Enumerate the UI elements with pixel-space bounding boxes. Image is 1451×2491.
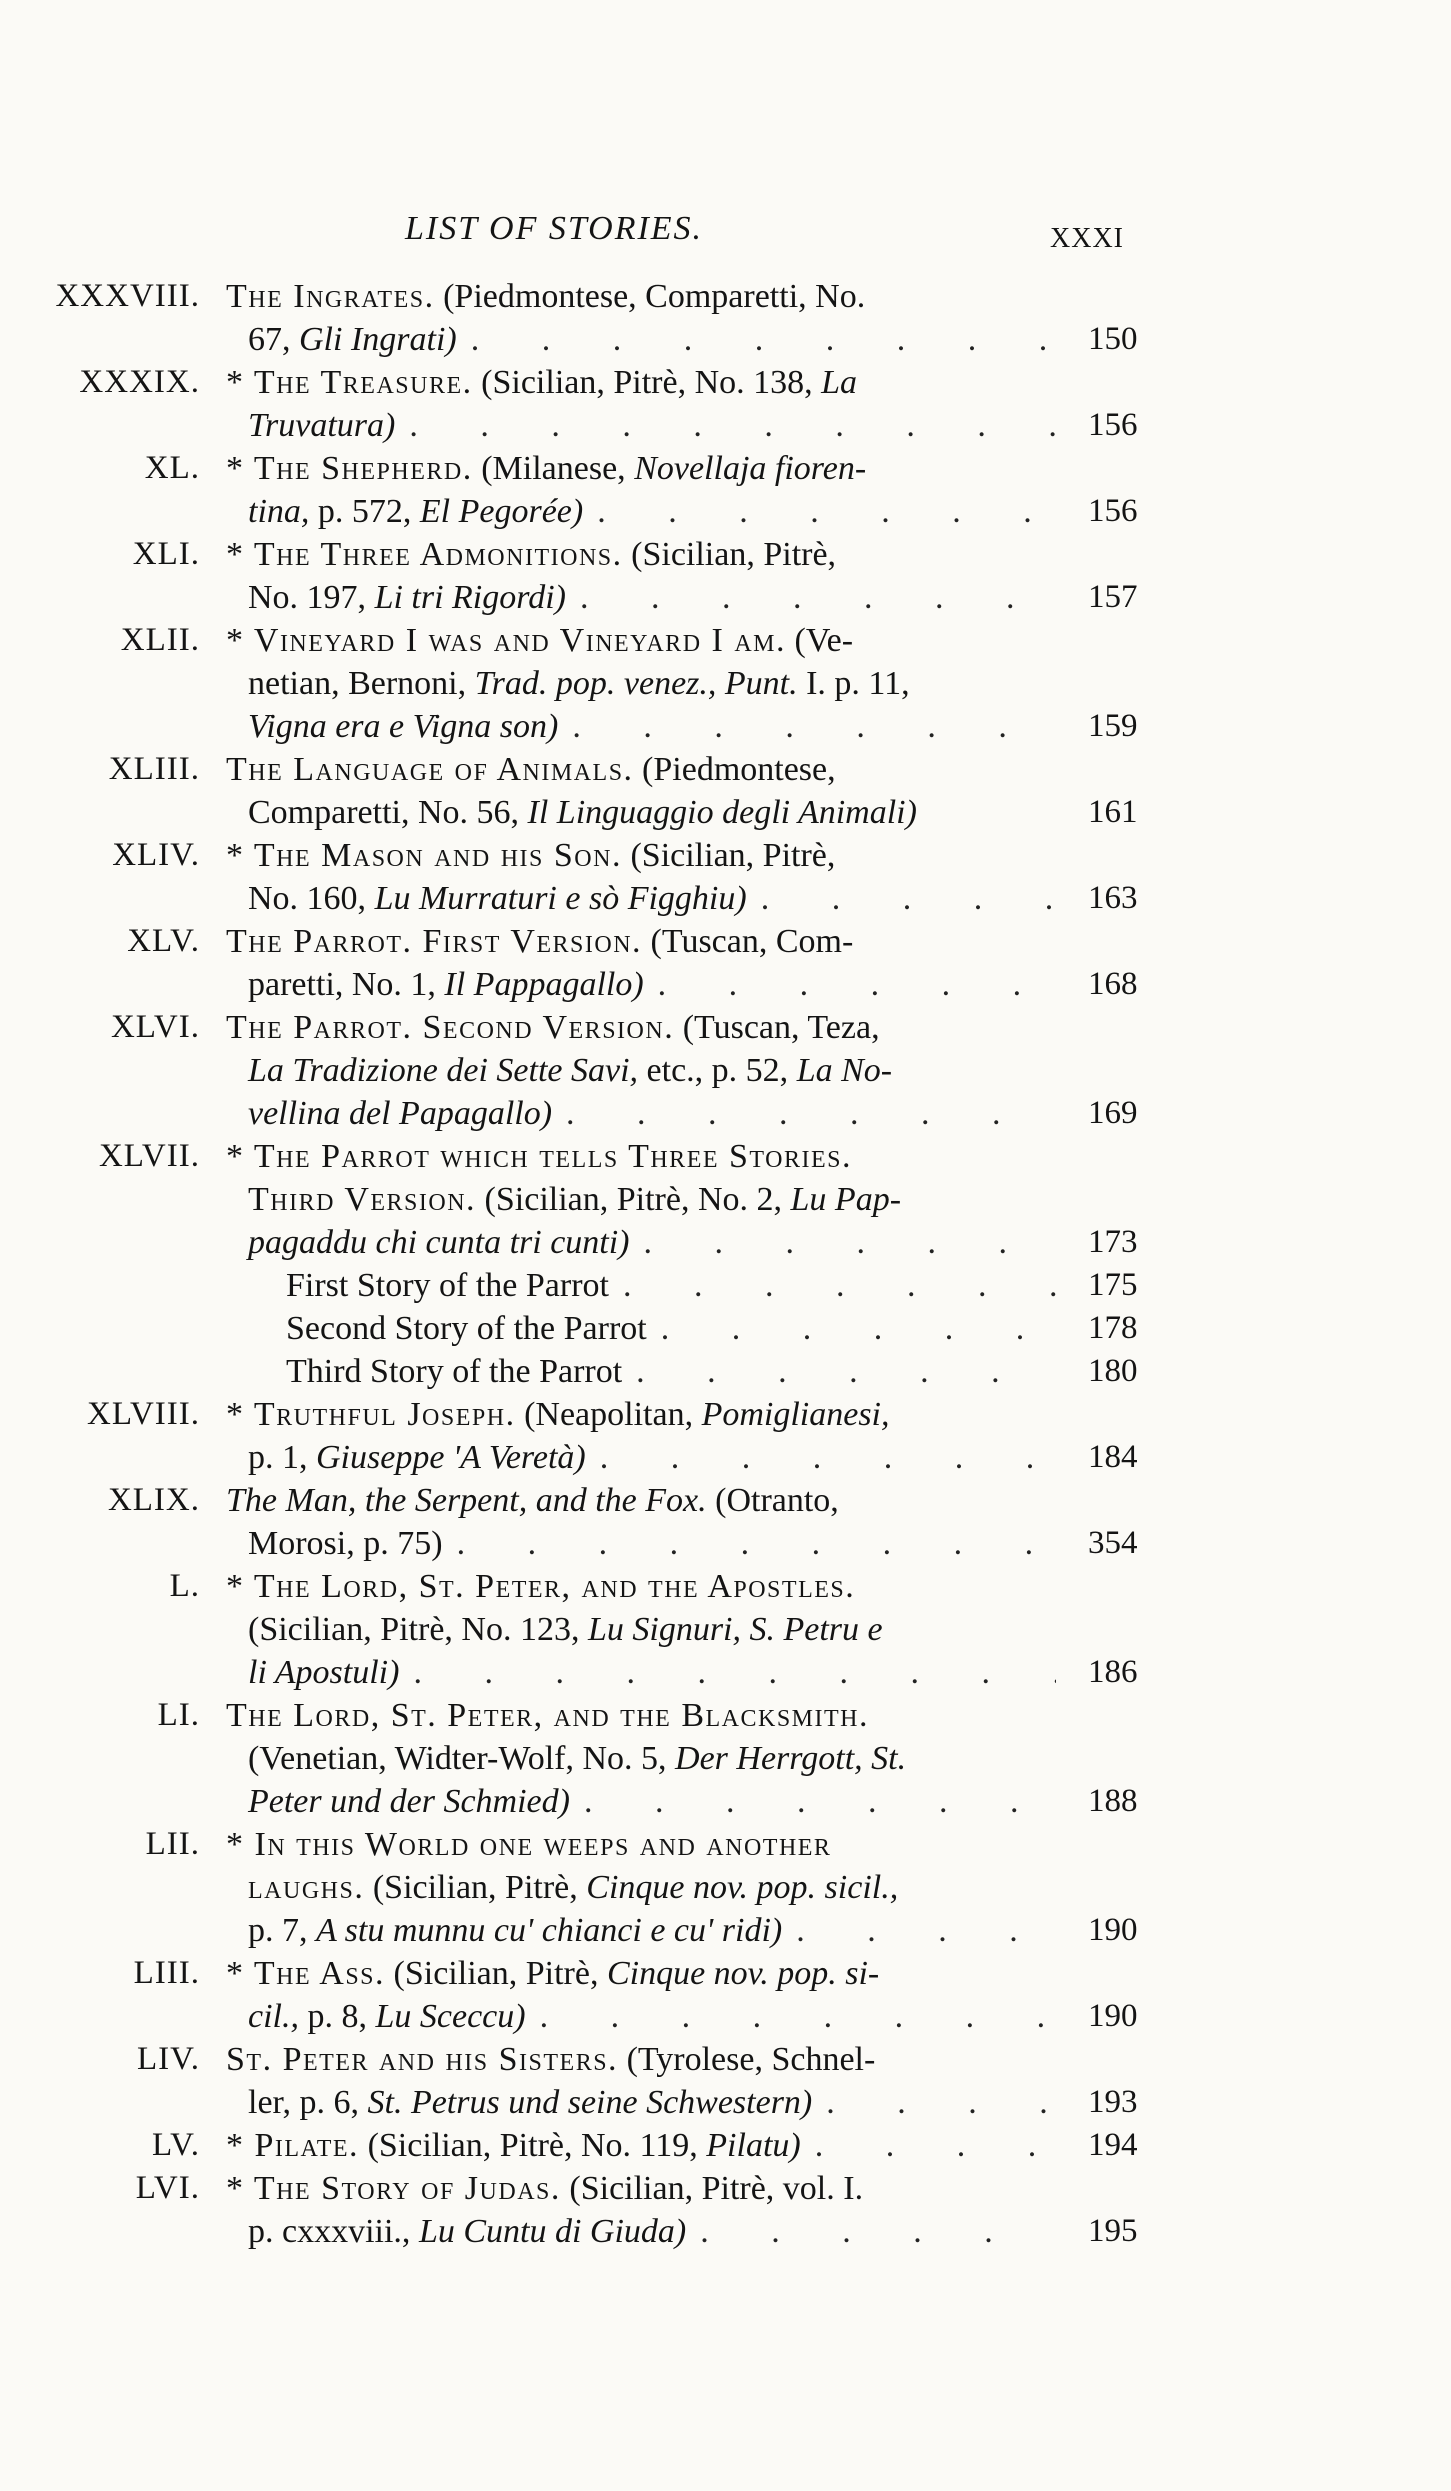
story-source: p. 1, [248,1439,316,1476]
story-original-title: St. Petrus und seine Schwestern) [367,2084,813,2121]
story-entry-text [226,1694,1056,1823]
dot-leader [622,1350,1056,1393]
story-source: (Venetian, Widter-Wolf, No. 5, [248,1740,676,1777]
story-number: XL. [144,450,200,486]
story-version: Third Version. [248,1181,477,1218]
story-original-title: La [821,364,858,401]
dot-leader [443,1522,1056,1565]
page-ref: 178 [1088,1310,1138,1346]
list-item [0,1565,1451,1694]
page-ref: 169 [1088,1095,1138,1131]
story-source: p. 7, [248,1912,316,1949]
story-original-title: pagaddu chi cunta tri cunti) [248,1224,630,1261]
story-original-title: Gli Ingrati) [299,321,457,358]
story-title: The Lord, St. Peter, and the Blacksmith. [226,1697,869,1734]
story-title: St. Peter and his Sisters. [226,2041,619,2078]
story-source: 67, [248,321,299,358]
story-source: No. 197, [248,579,375,616]
story-title: * The Treasure. [226,364,473,401]
story-number: XLVI. [110,1009,200,1045]
story-title: The Parrot. Second Version. [226,1009,675,1046]
story-source: (Sicilian, Pitrè, No. 138, [472,364,822,401]
story-title: * The Three Admonitions. [226,536,623,573]
story-source: paretti, No. 1, [248,966,445,1003]
story-title: * The Lord, St. Peter, and the Apostles. [226,1568,856,1605]
story-title: * The Shepherd. [226,450,473,487]
list-item [0,447,1451,533]
page-ref: 161 [1088,794,1138,830]
story-original-title: li Apostuli) [248,1654,400,1691]
list-item [0,834,1451,920]
story-source: (Sicilian, Pitrè, [622,536,837,573]
story-source-title: Trad. pop. venez., Punt. [474,665,798,702]
story-number: XLVIII. [86,1396,200,1432]
page-ref-group [1088,1221,1148,1393]
list-item [0,1823,1451,1952]
dot-leader [586,1436,1056,1479]
page-ref: 168 [1088,966,1138,1002]
sub-story-label: Second Story of the Parrot [286,1310,647,1347]
story-title: The Parrot. First Version. [226,923,643,960]
list-item [0,533,1451,619]
story-original-title: Lu Sceccu) [375,1998,526,2035]
page-ref: 163 [1088,880,1138,916]
sub-story [226,1264,1056,1307]
dot-leader [558,705,1056,748]
story-entry-text [226,619,1056,748]
page-number: xxxi [1050,211,1124,256]
story-source: I. p. 11, [797,665,910,702]
story-original-title: Truvatura) [248,407,396,444]
story-source-title: Cinque nov. pop. sicil., [586,1869,899,1906]
story-original-title: vellina del Papagallo) [248,1095,553,1132]
page-ref: 195 [1088,2213,1138,2249]
dot-leader [630,1221,1056,1264]
page-ref: 184 [1088,1439,1138,1475]
story-entry-text [226,1952,1056,2038]
dot-leader [801,2124,1056,2167]
page-ref: 173 [1088,1224,1138,1260]
story-source: (Neapolitan, [515,1396,702,1433]
page-ref: 175 [1088,1267,1138,1303]
story-number: LVI. [135,2170,200,2206]
sub-story [226,1350,1056,1393]
story-entry-text [226,834,1056,920]
story-source-title: cil., [248,1998,299,2035]
story-original-title: Il Pappagallo) [444,966,644,1003]
story-number: LI. [157,1697,200,1733]
story-original-title: Pilatu) [706,2127,801,2164]
story-source: p. cxxxviii., [248,2213,419,2250]
story-source-title: Pomiglianesi, [701,1396,890,1433]
story-source: No. 160, [248,880,375,917]
list-item [0,2124,1451,2167]
dot-leader [570,1780,1056,1823]
story-original-title: Lu Pap- [790,1181,902,1218]
dot-leader [609,1264,1056,1307]
list-item [0,1135,1451,1393]
story-title: The Man, the Serpent, and the Fox. [226,1482,707,1519]
story-source: ler, p. 6, [248,2084,368,2121]
list-item [0,1952,1451,2038]
story-number: XLIII. [108,751,200,787]
story-entry-text [226,2124,1056,2167]
story-number: XLI. [132,536,200,572]
dot-leader [526,1995,1056,2038]
story-original-title: Lu Signuri, S. Petru e [587,1611,883,1648]
story-source: (Tuscan, Teza, [674,1009,880,1046]
page-ref: 180 [1088,1353,1138,1389]
story-entry-text [226,447,1056,533]
dot-leader [552,1092,1056,1135]
story-title: * The Parrot which tells Three Stories. [226,1138,852,1175]
story-entry-text [226,1006,1056,1135]
story-title: * The Ass. [226,1955,386,1992]
story-number: LII. [145,1826,200,1862]
dot-leader [566,576,1056,619]
story-source: (Ve- [786,622,854,659]
page-ref: 156 [1088,493,1138,529]
story-source: (Tyrolese, Schnel- [618,2041,876,2078]
story-number: L. [169,1568,200,1604]
story-source: (Otranto, [706,1482,839,1519]
story-number: LV. [152,2127,200,2163]
story-title: The Ingrates. [226,278,435,315]
story-source: Comparetti, No. 56, [248,794,528,831]
story-number: LIV. [137,2041,200,2077]
story-source: (Milanese, [472,450,635,487]
story-original-title: El Pegorée) [419,493,584,530]
page-ref: 150 [1088,321,1138,357]
story-list [0,275,1451,2253]
page-ref: 159 [1088,708,1138,744]
story-number: XLIV. [112,837,200,873]
list-item [0,619,1451,748]
story-title: * The Mason and his Son. [226,837,622,874]
story-source: p. 572, [309,493,420,530]
dot-leader [686,2210,1056,2253]
story-source: (Piedmontese, Comparetti, No. [434,278,866,315]
story-source-title: tina, [248,493,310,530]
story-entry-text [226,361,1056,447]
story-entry-text [226,2038,1056,2124]
dot-leader [647,1307,1056,1350]
story-title: * The Story of Judas. [226,2170,561,2207]
sub-story-label: First Story of the Parrot [286,1267,609,1304]
story-source: netian, Bernoni, [248,665,475,702]
story-original-title: Lu Cuntu di Giuda) [418,2213,687,2250]
page-ref: 194 [1088,2127,1138,2163]
sub-story [226,1307,1056,1350]
story-original-title: Lu Murraturi e sò Figghiu) [374,880,747,917]
page-header [0,210,1451,260]
story-title: * Pilate. [226,2127,360,2164]
sub-story-label: Third Story of the Parrot [286,1353,623,1390]
story-title: * Vineyard I was and Vineyard I am. [226,622,787,659]
dot-leader [399,1651,1056,1694]
dot-leader [395,404,1056,447]
dot-leader [782,1909,1056,1952]
story-source: (Sicilian, Pitrè, vol. I. [560,2170,864,2207]
list-item [0,920,1451,1006]
dot-leader [812,2081,1056,2124]
story-title: * In this World one weeps and another [226,1826,832,1863]
story-original-title: La No- [796,1052,893,1089]
story-source: (Sicilian, Pitrè, [621,837,836,874]
story-source: (Sicilian, Pitrè, [364,1869,587,1906]
story-original-title: Der Herrgott, St. [675,1740,907,1777]
story-entry-text [226,533,1056,619]
story-entry-text [226,1393,1056,1479]
story-number: LIII. [133,1955,200,1991]
story-source-title: Novellaja fioren- [634,450,867,487]
story-original-title: Vigna era e Vigna son) [248,708,559,745]
list-item [0,1479,1451,1565]
story-entry-text [226,1479,1056,1565]
list-item [0,2038,1451,2124]
page-ref: 193 [1088,2084,1138,2120]
story-source: p. 8, [298,1998,376,2035]
running-title: LIST OF STORIES. [405,210,704,247]
story-entry-text [226,1135,1056,1393]
story-source-title: Cinque nov. pop. si- [606,1955,880,1992]
story-number: XLII. [120,622,200,658]
story-original-title: A stu munnu cu' chianci e cu' ridi) [316,1912,783,1949]
dot-leader [644,963,1056,1006]
story-source: Morosi, p. 75) [248,1525,443,1562]
story-title: The Language of Animals. [226,751,634,788]
list-item [0,1006,1451,1135]
story-source: (Sicilian, Pitrè, No. 123, [248,1611,588,1648]
story-source-title: La Tradizione dei Sette Savi, [248,1052,639,1089]
story-entry-text [226,2167,1056,2253]
page-ref: 156 [1088,407,1138,443]
story-source: (Tuscan, Com- [642,923,854,960]
story-title: * Truthful Joseph. [226,1396,516,1433]
page-ref: 186 [1088,1654,1138,1690]
dot-leader [583,490,1056,533]
story-source: (Sicilian, Pitrè, No. 119, [359,2127,707,2164]
dot-leader [747,877,1056,920]
list-item [0,748,1451,834]
story-entry-text [226,275,1056,361]
story-entry-text [226,920,1056,1006]
story-source: etc., p. 52, [638,1052,797,1089]
story-entry-text [226,1565,1056,1694]
story-entry-text [226,1823,1056,1952]
story-number: XLV. [127,923,200,959]
page-ref: 354 [1088,1525,1138,1561]
page-ref: 190 [1088,1912,1138,1948]
list-item [0,361,1451,447]
list-item [0,1694,1451,1823]
story-source: (Sicilian, Pitrè, No. 2, [476,1181,791,1218]
story-number: XLVII. [98,1138,200,1174]
story-number: XXXIX. [79,364,200,400]
story-source: (Piedmontese, [633,751,836,788]
story-original-title: Peter und der Schmied) [248,1783,570,1820]
story-original-title: Il Linguaggio degli Animali) [527,794,917,831]
list-item [0,1393,1451,1479]
story-title: laughs. [248,1869,365,1906]
story-entry-text [226,748,1056,834]
story-original-title: Li tri Rigordi) [374,579,566,616]
page-ref: 190 [1088,1998,1138,2034]
list-item [0,275,1451,361]
dot-leader [457,318,1056,361]
story-number: XLIX. [107,1482,200,1518]
page-ref: 157 [1088,579,1138,615]
story-original-title: Giuseppe 'A Veretà) [316,1439,586,1476]
story-number: XXXVIII. [55,278,200,314]
list-item [0,2167,1451,2253]
story-source: (Sicilian, Pitrè, [385,1955,607,1992]
page-ref: 188 [1088,1783,1138,1819]
